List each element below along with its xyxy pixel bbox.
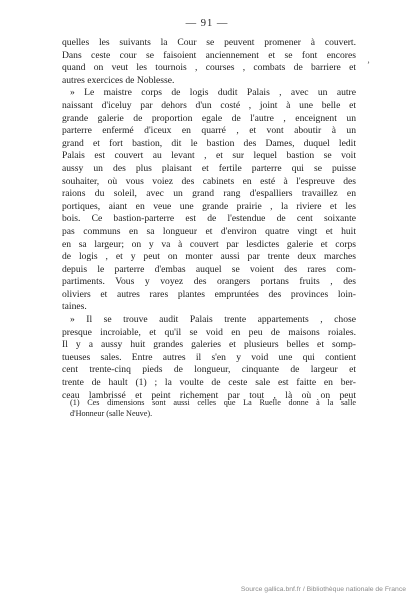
footnote-line: d'Honneur (salle Neuve). xyxy=(70,409,153,418)
text-line: quand on veut les tournois , courses , combats de barriere et xyxy=(62,62,356,74)
text-line: taines. xyxy=(62,301,87,313)
text-line: depuis le parterre d'embas auquel se voient des rares com- xyxy=(62,263,356,275)
text-line: Dans ceste cour se faisoient anciennement et se font encores xyxy=(62,49,356,61)
text-line: » Le maistre corps de logis dudit Palais , avec un autre xyxy=(70,87,356,99)
text-line: raions du soleil, avec un grand rang d'espalliers travaillez en xyxy=(62,188,356,200)
text-line: presque incroiable, et qu'il se void en peu de maisons roiales. xyxy=(62,326,356,338)
source-credit: Source gallica.bnf.fr / Bibliothèque nationale de France xyxy=(240,586,406,593)
text-line: grand et fort bastion, dit le bastion des Dames, duquel ledit xyxy=(62,137,356,149)
text-line: ceau lambrissé et peint richement par tout , là où on peut xyxy=(62,389,356,401)
text-line: partiments. Vous y voyez des orangers portans fruits , des xyxy=(62,276,356,288)
text-line: autres exercices de Noblesse. xyxy=(62,74,175,86)
text-line: parterre enfermé d'iceux en quarré , et vont aboutir à un xyxy=(62,125,356,137)
text-line: souhaiter, où vous voiez des cabinets en esté à l'espreuve des xyxy=(62,175,356,187)
text-line: oliviers et autres rares plantes empruntées des provinces loin- xyxy=(62,288,356,300)
text-line: aussy un des plus plaisant et fertile parterre qui se puisse xyxy=(62,162,356,174)
text-line: quelles les suivants la Cour se peuvent promener à couvert. xyxy=(62,37,356,48)
text-line: de logis , et y peut on monter aussi par trente deux marches xyxy=(62,251,356,263)
text-line: trente de hault (1) ; la voulte de ceste sale est faitte en ber- xyxy=(62,377,356,389)
text-line: grande galerie de proportion egale de l'autre , enceignent un xyxy=(62,112,356,124)
text-line: pas communs en sa longueur et d'environ quatre vingt et huit xyxy=(62,225,356,237)
footnote xyxy=(70,397,356,419)
text-line: Palais est couvert au levant , et sur lequel bastion se voit xyxy=(62,150,356,162)
page-number: — 91 — xyxy=(185,18,229,29)
margin-mark: ’ xyxy=(367,60,370,70)
text-line: » Il se trouve audit Palais trente appartements , chose xyxy=(70,314,356,326)
footnote-line: (1) Ces dimensions sont aussi celles que La Ruelle donne à la salle xyxy=(70,398,356,407)
text-line: portiques, aiant en veue une grande prairie , la riviere et les xyxy=(62,200,356,212)
text-line: en sa largeur; on y va à couvert par lesdictes galerie et corps xyxy=(62,238,356,250)
text-line: Il y a aussy huit grandes galeries et plusieurs belles et somp- xyxy=(62,339,356,351)
body-text xyxy=(62,37,356,402)
text-line: bois. Ce bastion-parterre est de l'estendue de cent soixante xyxy=(62,213,356,225)
text-line: naissant d'iceluy par dehors d'un costé , joint à une belle et xyxy=(62,99,356,111)
text-line: tueuses sales. Entre autres il s'en y void une qui contient xyxy=(62,351,356,363)
text-line: cent trente-cinq pieds de longueur, cinquante de largeur et xyxy=(62,364,356,376)
